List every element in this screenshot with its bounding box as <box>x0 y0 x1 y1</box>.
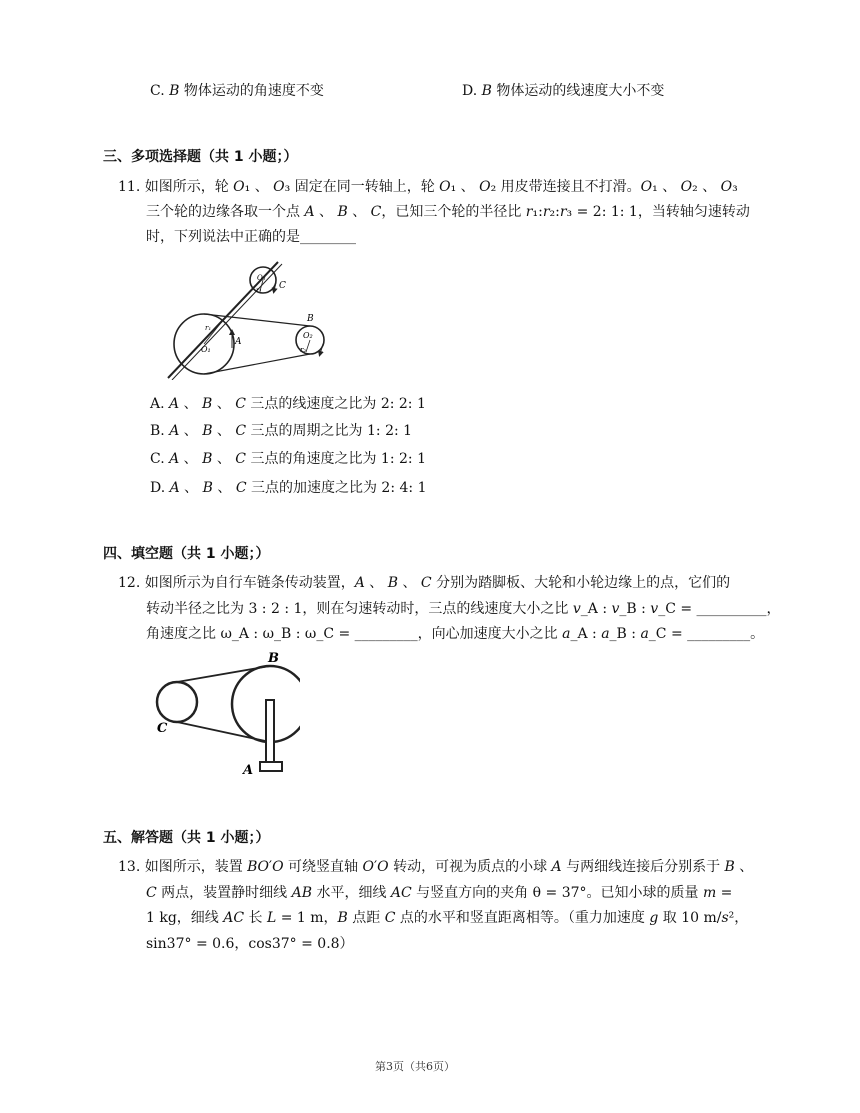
label-o1: O₁ <box>201 345 211 354</box>
label-r3: r₃ <box>256 287 262 294</box>
question-12-line-3: 角速度之比 ω_A : ω_B : ω_C = _________，向心加速度大小之比 𝑎_A : 𝑎_B : 𝑎_C = _________。 <box>146 626 765 642</box>
option-d-prev: D. 𝐵 物体运动的线速度大小不变 <box>462 83 665 99</box>
label-o3: O₃ <box>257 274 266 282</box>
page-footer: 第3页（共6页） <box>375 1060 455 1073</box>
question-11-line-3: 时，下列说法中正确的是________ <box>146 229 356 245</box>
small-wheel-c <box>157 682 197 722</box>
option-11-c: C. 𝐴 、 𝐵 、 𝐶 三点的角速度之比为 1: 2: 1 <box>150 451 426 467</box>
option-11-b: B. 𝐴 、 𝐵 、 𝐶 三点的周期之比为 1: 2: 1 <box>150 423 413 439</box>
label-c-q12: C <box>157 721 168 736</box>
option-11-d: D. 𝐴 、 𝐵 、 𝐶 三点的加速度之比为 2: 4: 1 <box>150 480 427 496</box>
label-r2: r₂ <box>300 346 307 354</box>
pulley-diagram-q11 <box>160 258 340 380</box>
label-r1: r₁ <box>205 324 212 332</box>
section-heading-multiple-choice: 三、多项选择题（共 1 小题；） <box>103 149 298 165</box>
label-c: C <box>279 281 286 291</box>
option-c-prev: C. 𝐵 物体运动的角速度不变 <box>150 83 324 99</box>
option-11-a: A. 𝐴 、 𝐵 、 𝐶 三点的线速度之比为 2: 2: 1 <box>150 396 426 412</box>
question-13-line-4: sin37° = 0.6，cos37° = 0.8） <box>146 936 354 952</box>
question-11-line-1: 11. 如图所示，轮 𝑂₁ 、 𝑂₃ 固定在同一转轴上，轮 𝑂₁ 、 𝑂₂ 用皮带连接且不打滑。𝑂₁ 、 𝑂₂ 、 𝑂₃ <box>118 179 738 195</box>
question-11-line-2: 三个轮的边缘各取一个点 𝐴 、 𝐵 、 𝐶，已知三个轮的半径比 𝑟₁:𝑟₂:𝑟₃ = 2: 1: 1，当转轴匀速转动 <box>146 204 750 220</box>
label-a-q12: A <box>243 763 254 778</box>
label-a: A <box>235 337 242 347</box>
section-heading-solution: 五、解答题（共 1 小题；） <box>103 830 270 846</box>
question-13-line-2: 𝐶 两点，装置静时细线 𝐴𝐵 水平，细线 𝐴𝐶 与竖直方向的夹角 θ = 37°。已知小球的质量 𝑚 = <box>146 885 733 901</box>
label-b-q12: B <box>268 651 279 666</box>
question-13-line-3: 1 kg，细线 𝐴𝐶 长 𝐿 = 1 m，𝐵 点距 𝐶 点的水平和竖直距离相等。（重力加速度 𝑔 取 10 m/𝑠²， <box>146 910 749 926</box>
question-12-line-2: 转动半径之比为 3 : 2 : 1，则在匀速转动时，三点的线速度大小之比 𝑣_A : 𝑣_B : 𝑣_C = __________， <box>146 601 781 617</box>
section-heading-fill-in: 四、填空题（共 1 小题；） <box>103 546 270 562</box>
question-13-line-1: 13. 如图所示，装置 𝐵𝑂′𝑂 可绕竖直轴 𝑂′𝑂 转动，可视为质点的小球 𝐴 与两细线连接后分别系于 𝐵 、 <box>118 859 754 875</box>
label-b: B <box>307 314 314 324</box>
question-12-line-1: 12. 如图所示为自行车链条传动装置，𝐴 、 𝐵 、 𝐶 分别为踏脚板、大轮和小轮边缘上的点，它们的 <box>118 575 731 591</box>
label-o2: O₂ <box>303 331 313 340</box>
bicycle-chain-diagram-q12 <box>150 648 300 778</box>
